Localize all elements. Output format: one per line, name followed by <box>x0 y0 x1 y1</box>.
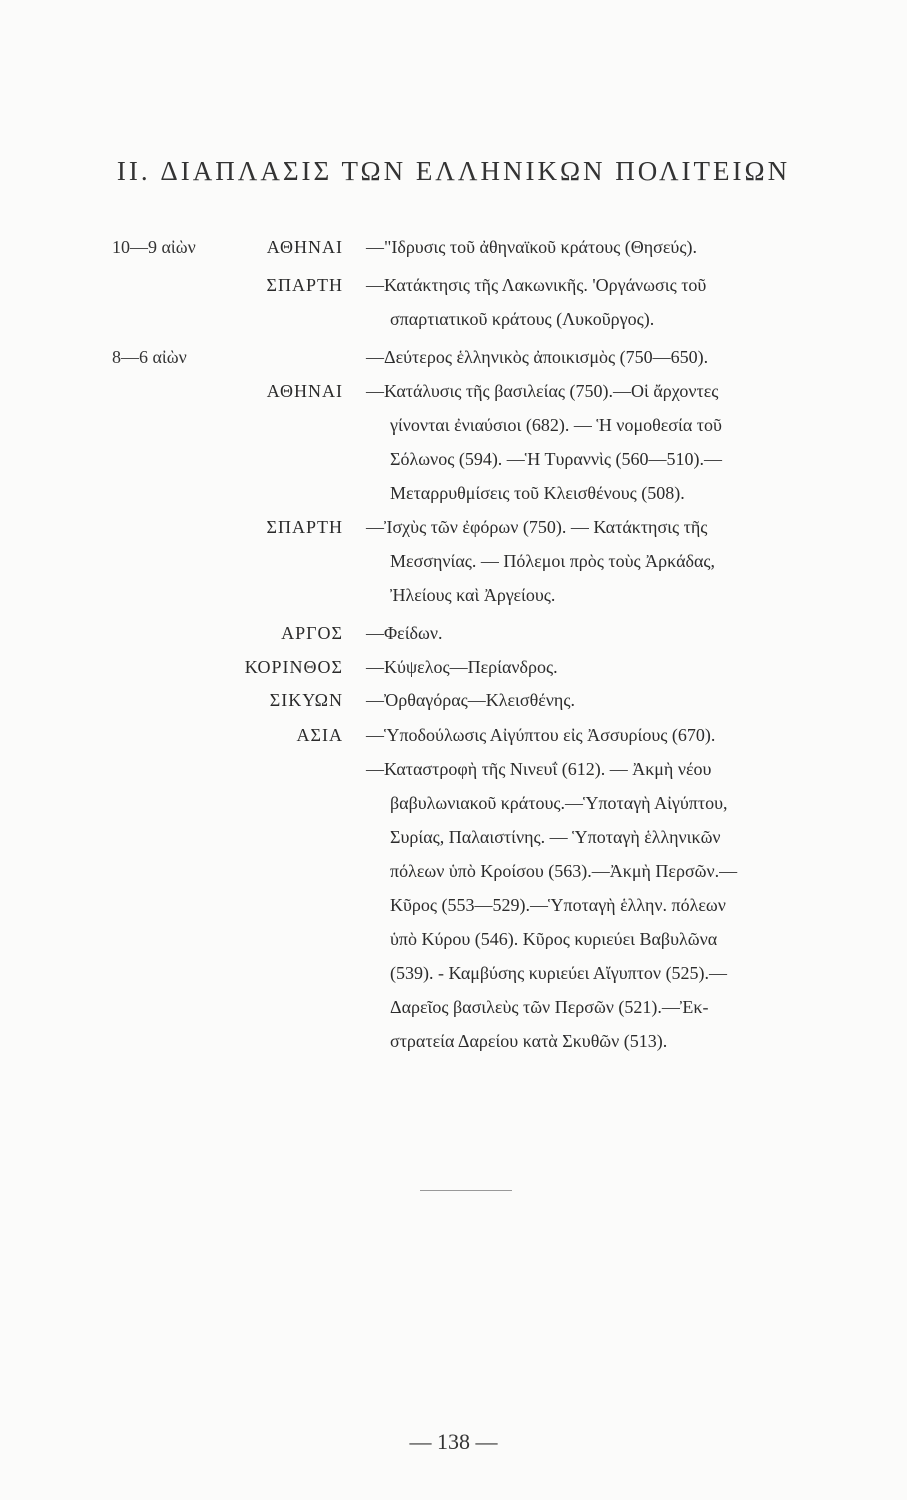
entry-line: Σόλωνος (594). —Ἡ Τυραννὶς (560—510).— <box>390 449 723 469</box>
entry-line: Συρίας, Παλαιστίνης. — Ὑποταγὴ ἑλληνικῶν <box>390 827 721 847</box>
entry-text <box>366 268 846 336</box>
entry-line: —Ὑποδούλωσις Αἰγύπτου εἰς Ἀσσυρίους (670). <box>366 725 716 745</box>
entry-line: ὑπὸ Κύρου (546). Κῦρος κυριεύει Βαβυλῶνα <box>390 929 718 949</box>
era-label: 8—6 αἰὼν <box>112 347 187 367</box>
place-label: ΣΙΚΥΩΝ <box>269 690 343 710</box>
entry-line: βαβυλωνιακοῦ κράτους.—Ὑποταγὴ Αἰγύπτου, <box>390 793 728 813</box>
entry-line: Μεσσηνίας. — Πόλεμοι πρὸς τοὺς Ἀρκάδας, <box>390 551 716 571</box>
era-label: 10—9 αἰὼν <box>112 237 196 257</box>
place-label: ΣΠΑΡΤΗ <box>266 275 343 295</box>
place-label: ΣΠΑΡΤΗ <box>266 517 343 537</box>
entry-text <box>366 616 846 650</box>
entry-text <box>366 683 846 717</box>
entry-line: —Κατάκτησις τῆς Λακωνικῆς. 'Οργάνωσις τοῦ <box>366 275 707 295</box>
entry-text <box>366 374 846 510</box>
entry-line: —Φείδων. <box>366 623 443 643</box>
chapter-heading: II. ΔΙΑΠΛΑΣΙΣ ΤΩΝ ΕΛΛΗΝΙΚΩΝ ΠΟΛΙΤΕΙΩΝ <box>116 156 791 186</box>
section-divider <box>420 1190 512 1191</box>
entry-line: γίνονται ἐνιαύσιοι (682). — Ἡ νομοθεσία τοῦ <box>390 415 722 435</box>
entry-text <box>366 340 846 374</box>
entry-line: —Κύψελος—Περίανδρος. <box>366 657 558 677</box>
entry-text <box>366 230 846 264</box>
entry-line: Μεταρρυθμίσεις τοῦ Κλεισθένους (508). <box>390 483 685 503</box>
entry-line: σπαρτιατικοῦ κράτους (Λυκοῦργος). <box>390 309 655 329</box>
entry-line: πόλεων ὑπὸ Κροίσου (563).—Ἀκμὴ Περσῶν.— <box>390 861 738 881</box>
entry-line: Κῦρος (553—529).—Ὑποταγὴ ἑλλην. πόλεων <box>390 895 726 915</box>
entry-line: —Ὀρθαγόρας—Κλεισθένης. <box>366 690 575 710</box>
entry-line: στρατεία Δαρείου κατὰ Σκυθῶν (513). <box>390 1031 668 1051</box>
place-label: ΑΘΗΝΑΙ <box>266 237 343 257</box>
entry-text <box>366 510 846 612</box>
entry-line: —Καταστροφὴ τῆς Νινευΐ (612). — Ἀκμὴ νέου <box>366 759 712 779</box>
entry-line: Δαρεῖος βασιλεὺς τῶν Περσῶν (521).—Ἐκ- <box>390 997 709 1017</box>
place-label: ΑΘΗΝΑΙ <box>266 381 343 401</box>
entry-line: —Δεύτερος ἑλληνικὸς ἀποικισμὸς (750—650). <box>366 347 709 367</box>
place-label: ΑΣΙΑ <box>296 725 343 745</box>
place-label: ΑΡΓΟΣ <box>281 623 343 643</box>
entry-text <box>366 718 846 1058</box>
page-number: — 138 — <box>409 1429 498 1454</box>
place-label: ΚΟΡΙΝΘΟΣ <box>244 657 343 677</box>
entry-text <box>366 650 846 684</box>
entry-line: —Κατάλυσις τῆς βασιλείας (750).—Οἱ ἄρχοντες <box>366 381 719 401</box>
entry-line: —Ἰσχὺς τῶν ἐφόρων (750). — Κατάκτησις τῆς <box>366 517 708 537</box>
entry-line: —"Ιδρυσις τοῦ ἀθηναϊκοῦ κράτους (Θησεύς). <box>366 237 697 257</box>
entry-line: (539). - Καμβύσης κυριεύει Αἴγυπτον (525).— <box>390 963 728 983</box>
entry-line: Ἠλείους καὶ Ἀργείους. <box>390 585 556 605</box>
